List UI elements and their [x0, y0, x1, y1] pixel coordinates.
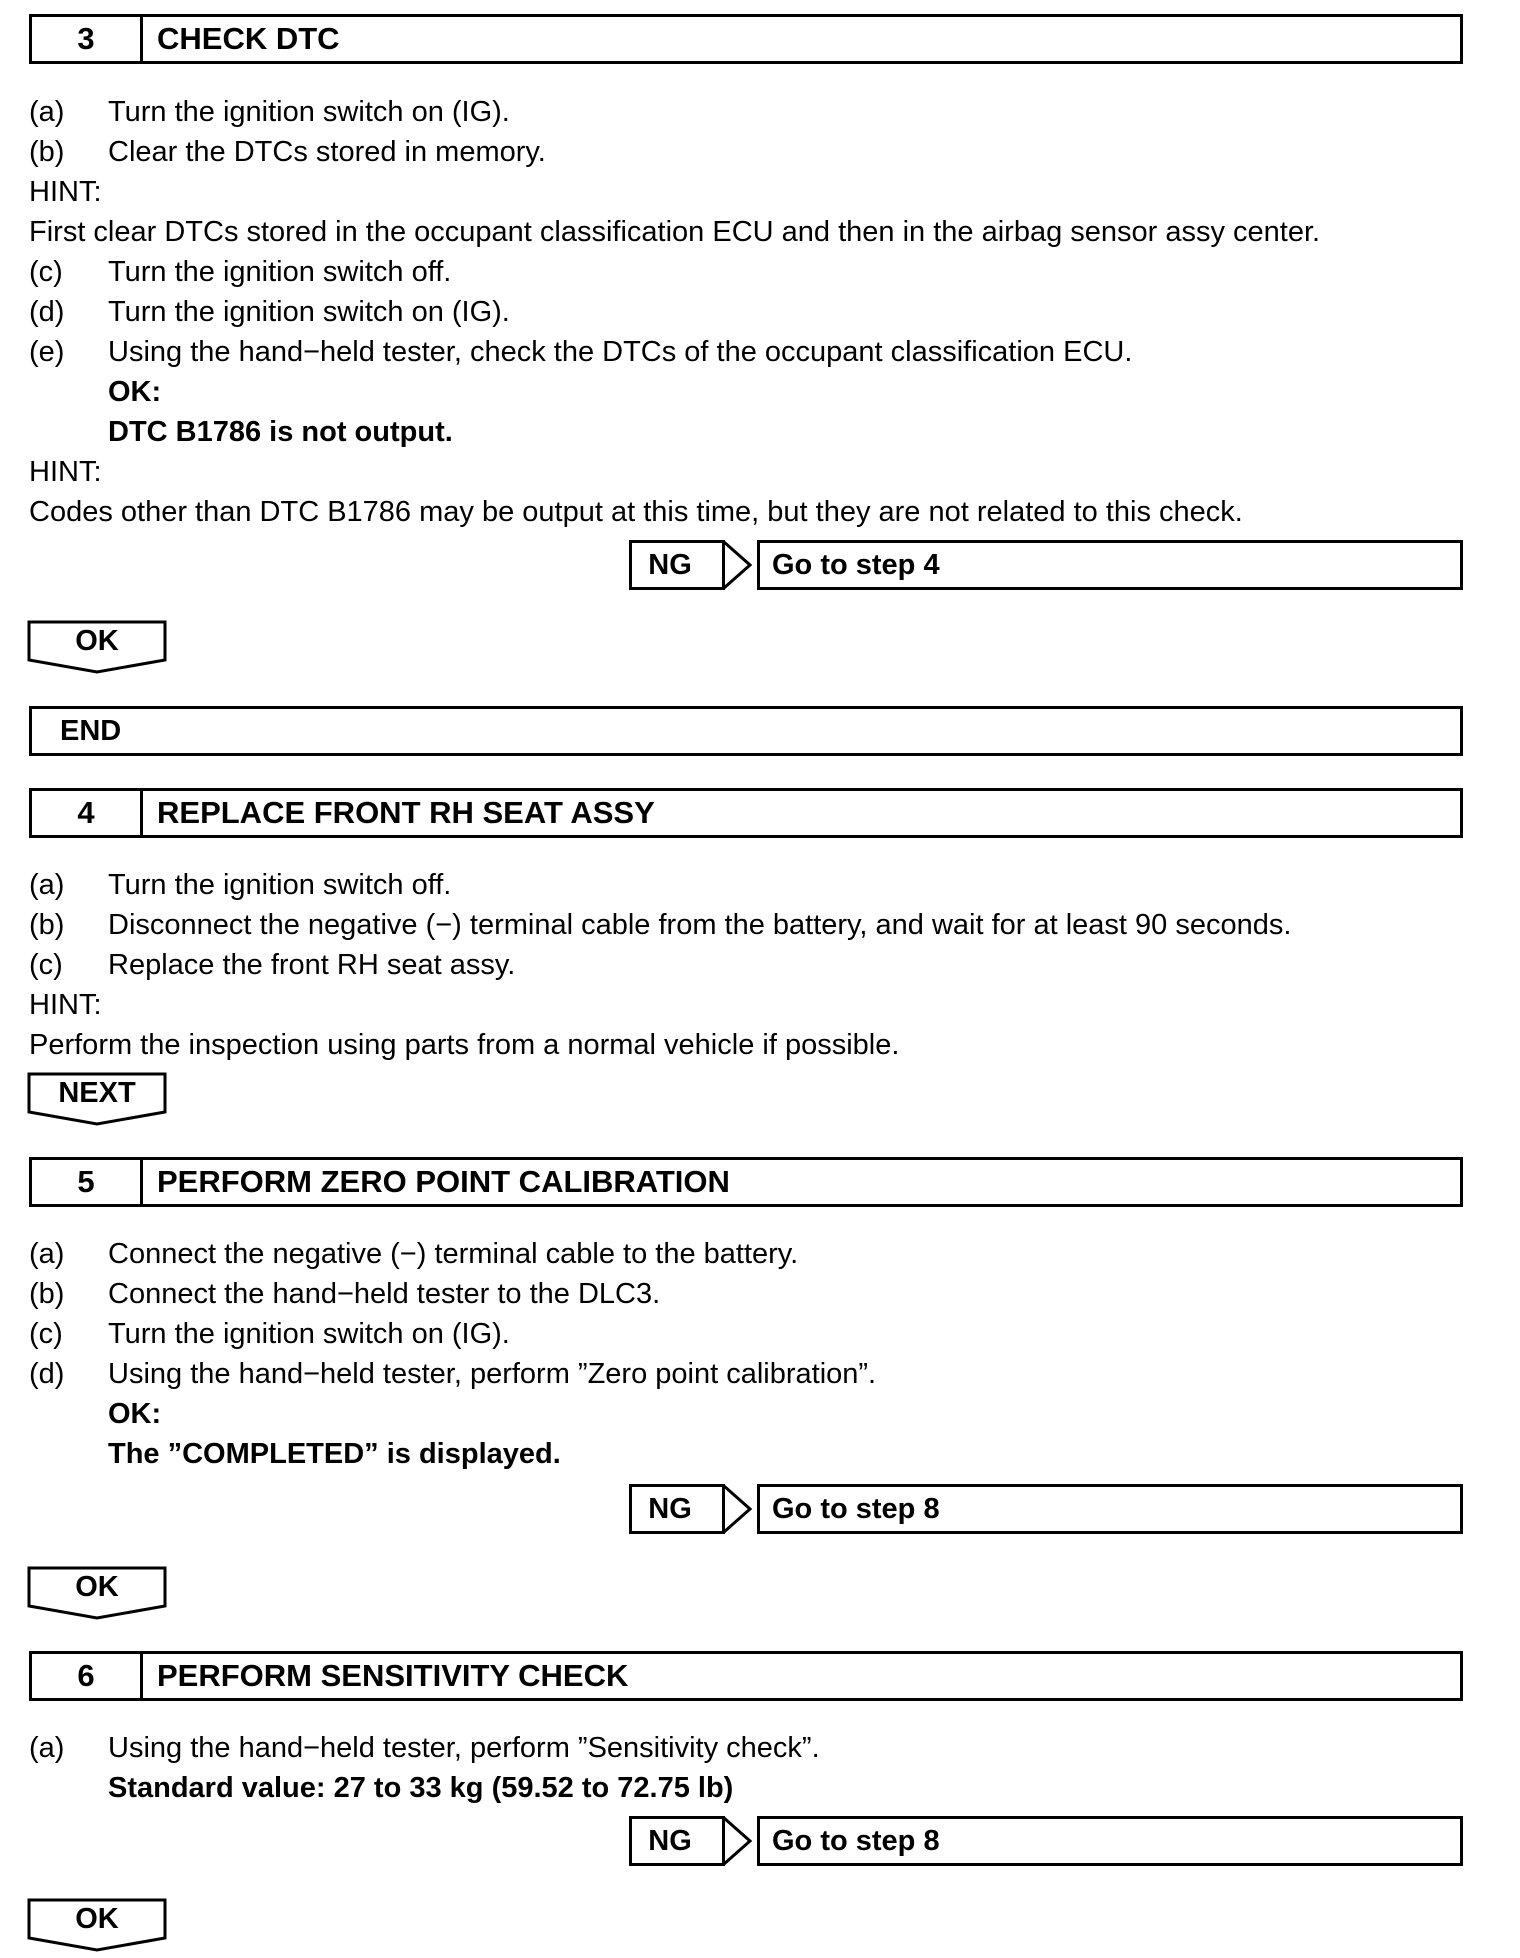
item-label: (c): [29, 949, 63, 981]
step-title: CHECK DTC: [157, 21, 340, 56]
step-6-header: [29, 1651, 1463, 1701]
arrow-right-icon: [722, 540, 752, 590]
hint-label: HINT:: [29, 456, 102, 488]
hint-label: HINT:: [29, 176, 102, 208]
item-label: (b): [29, 136, 65, 168]
item-text: Turn the ignition switch on (IG).: [108, 296, 510, 328]
ng-box: NG: [629, 1484, 725, 1534]
ok-button-label: OK: [75, 1571, 119, 1603]
arrow-right-icon: [722, 1816, 752, 1866]
ok-criteria-label: OK:: [108, 1398, 162, 1430]
ok-button-label: OK: [75, 1903, 119, 1935]
item-text: Disconnect the negative (−) terminal cable from the battery, and wait for at least 90 seconds.: [108, 909, 1292, 941]
item-label: (a): [29, 1238, 65, 1270]
step-5-header: [29, 1157, 1463, 1207]
item-text: Turn the ignition switch off.: [108, 256, 452, 288]
hint-text: Perform the inspection using parts from a normal vehicle if possible.: [29, 1029, 900, 1061]
step-number: 4: [32, 791, 143, 835]
ok-button[interactable]: [27, 620, 167, 674]
item-text: Turn the ignition switch off.: [108, 869, 452, 901]
end-box: END: [29, 706, 1463, 756]
ok-button[interactable]: [27, 1566, 167, 1620]
ok-criteria-text: The ”COMPLETED” is displayed.: [108, 1438, 561, 1470]
item-label: (a): [29, 869, 65, 901]
hint-label: HINT:: [29, 989, 102, 1021]
next-button-label: NEXT: [58, 1077, 136, 1109]
item-label: (d): [29, 1358, 65, 1390]
item-text: Connect the hand−held tester to the DLC3.: [108, 1278, 661, 1310]
step-number: 6: [32, 1654, 143, 1698]
item-text: Connect the negative (−) terminal cable to the battery.: [108, 1238, 799, 1270]
item-text: Replace the front RH seat assy.: [108, 949, 516, 981]
item-text: Clear the DTCs stored in memory.: [108, 136, 546, 168]
item-label: (b): [29, 1278, 65, 1310]
item-label: (a): [29, 1732, 65, 1764]
ok-criteria-label: OK:: [108, 376, 162, 408]
arrow-right-icon: [722, 1484, 752, 1534]
ok-criteria-text: DTC B1786 is not output.: [108, 416, 453, 448]
ng-box: NG: [629, 1816, 725, 1866]
item-text: Using the hand−held tester, perform ”Zero point calibration”.: [108, 1358, 877, 1390]
ng-box: NG: [629, 540, 725, 590]
step-4-header: [29, 788, 1463, 838]
item-label: (e): [29, 336, 65, 368]
item-text: Using the hand−held tester, check the DTCs of the occupant classification ECU.: [108, 336, 1133, 368]
step-number: 3: [32, 17, 143, 61]
hint-text: Codes other than DTC B1786 may be output at this time, but they are not related to this check.: [29, 496, 1243, 528]
hint-text: First clear DTCs stored in the occupant classification ECU and then in the airbag sensor assy center.: [29, 216, 1321, 248]
step-3-header: [29, 14, 1463, 64]
goto-step-8-link[interactable]: Go to step 8: [757, 1816, 1463, 1866]
goto-step-8-link[interactable]: Go to step 8: [757, 1484, 1463, 1534]
step-title: PERFORM SENSITIVITY CHECK: [157, 1658, 629, 1693]
goto-step-4-link[interactable]: Go to step 4: [757, 540, 1463, 590]
step-title: REPLACE FRONT RH SEAT ASSY: [157, 795, 655, 830]
next-button[interactable]: [27, 1072, 167, 1126]
item-text: Using the hand−held tester, perform ”Sensitivity check”.: [108, 1732, 820, 1764]
step-number: 5: [32, 1160, 143, 1204]
item-text: Turn the ignition switch on (IG).: [108, 1318, 510, 1350]
ok-button[interactable]: [27, 1898, 167, 1952]
item-label: (b): [29, 909, 65, 941]
ok-button-label: OK: [75, 625, 119, 657]
item-label: (c): [29, 256, 63, 288]
item-label: (c): [29, 1318, 63, 1350]
standard-value-text: Standard value: 27 to 33 kg (59.52 to 72.75 lb): [108, 1772, 734, 1804]
step-title: PERFORM ZERO POINT CALIBRATION: [157, 1164, 730, 1199]
item-text: Turn the ignition switch on (IG).: [108, 96, 510, 128]
item-label: (d): [29, 296, 65, 328]
item-label: (a): [29, 96, 65, 128]
